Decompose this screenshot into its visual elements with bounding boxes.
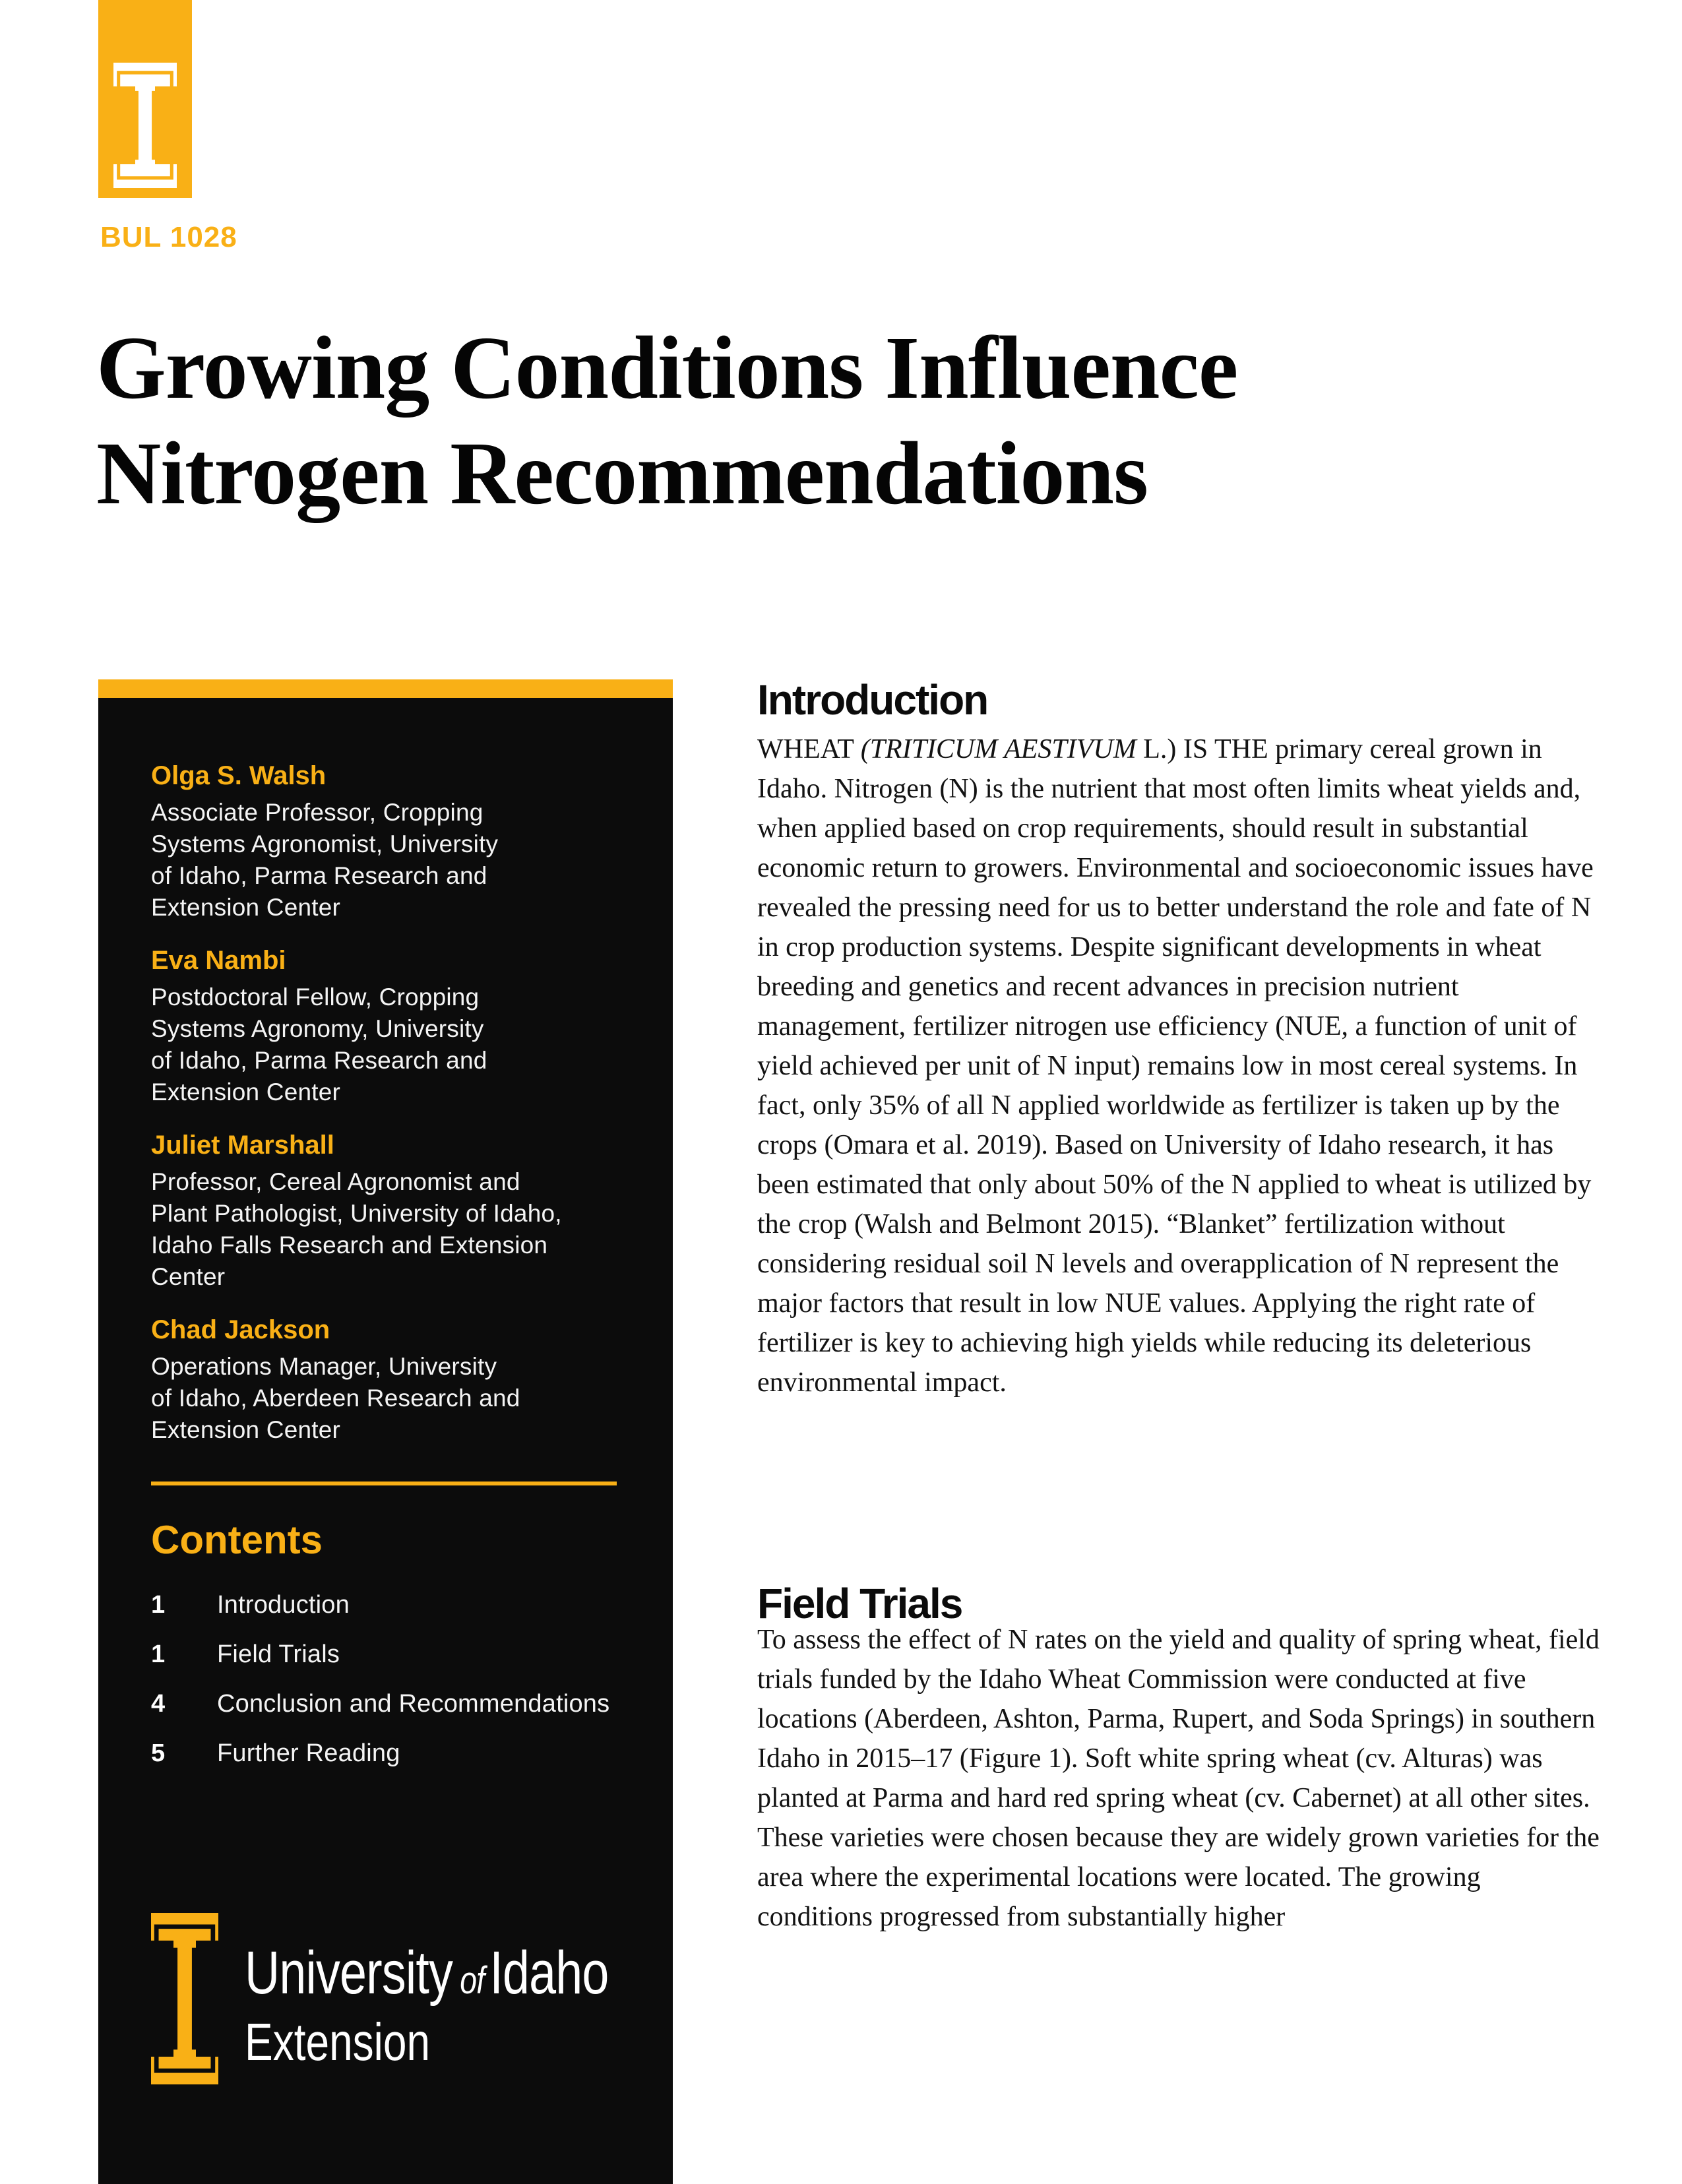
- toc-row: [151, 1739, 646, 1789]
- block-i-icon: [113, 63, 177, 188]
- author-role-line: Professor, Cereal Agronomist and: [151, 1168, 520, 1195]
- sidebar: [98, 679, 673, 2184]
- author-role-line: Idaho Falls Research and Extension: [151, 1232, 548, 1259]
- author-block: [151, 1128, 646, 1293]
- university-idaho-logo: [98, 0, 192, 198]
- logo-university-of-idaho: [245, 1941, 609, 2013]
- toc-entry-introduction: Introduction: [217, 1591, 350, 1619]
- toc-page-number: 1: [151, 1591, 166, 1619]
- lead-caps: L.) IS THE: [1136, 734, 1276, 764]
- sidebar-content: [98, 698, 673, 2084]
- author-role-line: Operations Manager, University: [151, 1353, 497, 1380]
- sidebar-gold-bar: [98, 679, 673, 698]
- toc-entry-conclusion: Conclusion and Recommendations: [217, 1690, 610, 1718]
- toc-entry-field-trials: Field Trials: [217, 1640, 340, 1668]
- author-role-line: Postdoctoral Fellow, Cropping: [151, 983, 480, 1011]
- logo-word-idaho: Idaho: [489, 1939, 609, 2007]
- author-block: [151, 943, 646, 1108]
- author-name: Eva Nambi: [151, 946, 286, 975]
- logo-word-extension: Extension: [245, 2012, 431, 2071]
- introduction-heading: Introduction: [757, 676, 988, 724]
- field-trials-heading: Field Trials: [757, 1580, 962, 1627]
- author-name: Juliet Marshall: [151, 1131, 334, 1160]
- toc-row: [151, 1591, 646, 1640]
- author-role-line: Systems Agronomist, University: [151, 830, 499, 858]
- author-role-line: Extension Center: [151, 1416, 341, 1443]
- author-role-line: Systems Agronomy, University: [151, 1015, 484, 1042]
- logo-wordmark: [245, 1941, 609, 2071]
- author-role-line: Extension Center: [151, 894, 341, 921]
- author-role-line: Associate Professor, Cropping: [151, 799, 483, 826]
- author-role-line: Extension Center: [151, 1078, 341, 1106]
- table-of-contents: [151, 1591, 646, 1789]
- author-role-line: of Idaho, Parma Research and: [151, 1047, 487, 1074]
- toc-row: [151, 1640, 646, 1690]
- author-role-line: of Idaho, Parma Research and: [151, 862, 487, 889]
- page-title: Growing Conditions Influence Nitrogen Recommendations: [96, 319, 1238, 523]
- toc-entry-further-reading: Further Reading: [217, 1739, 400, 1767]
- lead-species-italic: (TRITICUM AESTIVUM: [860, 734, 1137, 764]
- toc-row: [151, 1690, 646, 1739]
- author-name: Chad Jackson: [151, 1315, 330, 1344]
- author-role-line: of Idaho, Aberdeen Research and: [151, 1385, 520, 1412]
- logo-word-university: University: [245, 1939, 453, 2007]
- introduction-paragraph: [757, 730, 1600, 1402]
- author-name: Olga S. Walsh: [151, 761, 327, 790]
- toc-page-number: 5: [151, 1739, 166, 1767]
- field-trials-paragraph: To assess the effect of N rates on the yield and quality of spring wheat, field trials funded by the Idaho Wheat Commission were conducted at five locations (Aberdeen, Ashton, Parma, Rupert, and Soda Springs) in southern Idaho in 2015–17 (Figure 1). Soft white spring wheat (cv. Alturas) was planted at Parma and hard red spring wheat (cv. Cabernet) at all other sites. These varieties were chosen because they are widely grown varieties for the area where the experimental locations were located. The growing conditions progressed from substantially higher: [757, 1625, 1600, 1932]
- introduction-body-text: primary cereal grown in Idaho. Nitrogen (N) is the nutrient that most often limits wheat yields and, when applied based on crop requirements, should result in substantial economic return to growers. Environmental and socioeconomic issues have revealed the pressing need for us to better understand the role and fate of N in crop production systems. Despite significant developments in wheat breeding and genetics and recent advances in precision nutrient management, fertilizer nitrogen use efficiency (NUE, a function of unit of yield achieved per unit of N input) remains low in most cereal systems. In fact, only 35% of all N applied worldwide as fertilizer is taken up by the crops (Omara et al. 2019). Based on University of Idaho research, it has been estimated that only about 50% of the N applied to wheat is utilized by the crop (Walsh and Belmont 2015). “Blanket” fertilization without considering residual soil N levels and overapplication of N represent the major factors that result in low NUE values. Applying the right rate of fertilizer is key to achieving high yields while reducing its deleterious environmental impact.: [757, 734, 1594, 1398]
- author-role-line: Center: [151, 1263, 226, 1290]
- logo-word-of: of: [460, 1959, 485, 2002]
- bulletin-number: BUL 1028: [100, 221, 237, 253]
- block-i-icon: [151, 1913, 218, 2084]
- lead-caps: WHEAT: [757, 734, 861, 764]
- university-idaho-extension-logo: [151, 1913, 646, 2084]
- author-role-line: Plant Pathologist, University of Idaho,: [151, 1200, 562, 1227]
- sidebar-divider: [151, 1482, 617, 1485]
- toc-page-number: 1: [151, 1640, 166, 1668]
- author-block: [151, 759, 646, 923]
- author-block: [151, 1313, 646, 1446]
- contents-heading: Contents: [151, 1518, 323, 1562]
- toc-page-number: 4: [151, 1690, 166, 1718]
